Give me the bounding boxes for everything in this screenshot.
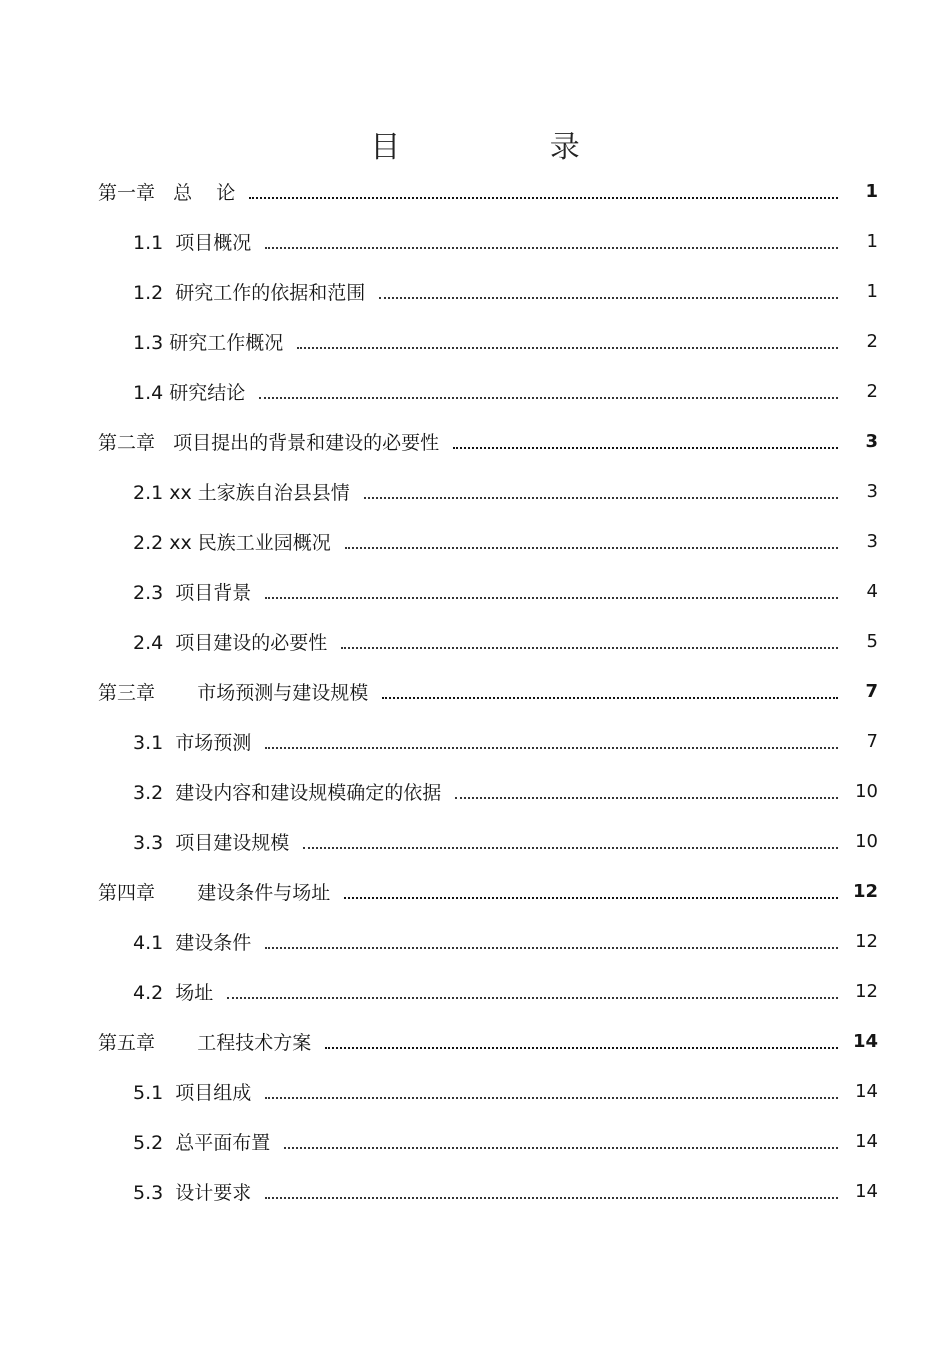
toc-page-number: 12 — [852, 880, 878, 902]
toc-entry-label: 3.3 项目建设规模 — [133, 831, 290, 854]
toc-entry-label: 1.3 研究工作概况 — [133, 331, 284, 354]
dot-leader — [265, 733, 838, 749]
toc-entry-label: 第二章 项目提出的背景和建设的必要性 — [98, 431, 440, 454]
dot-leader — [325, 1033, 838, 1049]
toc-chapter-entry[interactable] — [98, 166, 878, 216]
toc-page-number: 3 — [865, 430, 878, 452]
toc-entry-label: 第四章 建设条件与场址 — [98, 881, 331, 904]
toc-entry-label: 4.2 场址 — [133, 981, 214, 1004]
toc-entry-label: 5.3 设计要求 — [133, 1181, 252, 1204]
dot-leader — [379, 283, 838, 299]
dot-leader — [265, 583, 838, 599]
dot-leader — [345, 533, 838, 549]
dot-leader — [364, 483, 838, 499]
dot-leader — [344, 883, 838, 899]
toc-page-number: 1 — [866, 280, 878, 302]
toc-entry-label: 5.2 总平面布置 — [133, 1131, 271, 1154]
toc-entry-label: 4.1 建设条件 — [133, 931, 252, 954]
toc-section-entry[interactable] — [133, 1166, 878, 1216]
toc-section-entry[interactable] — [133, 216, 878, 266]
toc-entry-label: 3.1 市场预测 — [133, 731, 252, 754]
dot-leader — [341, 633, 838, 649]
toc-page-number: 14 — [852, 1030, 878, 1052]
toc-page-number: 1 — [865, 180, 878, 202]
dot-leader — [455, 783, 838, 799]
toc-page-number: 1 — [866, 230, 878, 252]
toc-page-number: 10 — [855, 780, 878, 802]
toc-section-entry[interactable] — [133, 366, 878, 416]
toc-entry-label: 2.4 项目建设的必要性 — [133, 631, 328, 654]
toc-page-number: 4 — [866, 580, 878, 602]
toc-page-number: 7 — [866, 730, 878, 752]
toc-entry-label: 5.1 项目组成 — [133, 1081, 252, 1104]
toc-page-number: 14 — [855, 1130, 878, 1152]
toc-page-number: 10 — [855, 830, 878, 852]
toc-title: 目 录 — [370, 130, 650, 165]
toc-entry-label: 1.2 研究工作的依据和范围 — [133, 281, 366, 304]
toc-section-entry[interactable] — [133, 1116, 878, 1166]
toc-page-number: 12 — [855, 980, 878, 1002]
toc-section-entry[interactable] — [133, 816, 878, 866]
dot-leader — [265, 1183, 838, 1199]
toc-chapter-entry[interactable] — [98, 1016, 878, 1066]
toc-section-entry[interactable] — [133, 766, 878, 816]
toc-page-number: 14 — [855, 1080, 878, 1102]
toc-chapter-entry[interactable] — [98, 416, 878, 466]
toc-entry-label: 1.1 项目概况 — [133, 231, 252, 254]
toc-chapter-entry[interactable] — [98, 866, 878, 916]
toc-entry-label: 2.2 xx 民族工业园概况 — [133, 531, 331, 554]
toc-page-number: 2 — [866, 330, 878, 352]
toc-entry-label: 3.2 建设内容和建设规模确定的依据 — [133, 781, 442, 804]
dot-leader — [249, 183, 838, 199]
toc-entry-label: 2.3 项目背景 — [133, 581, 252, 604]
toc-section-entry[interactable] — [133, 316, 878, 366]
toc-page-number: 3 — [866, 530, 878, 552]
toc-section-entry[interactable] — [133, 716, 878, 766]
dot-leader — [227, 983, 838, 999]
dot-leader — [265, 233, 838, 249]
toc-entry-label: 第三章 市场预测与建设规模 — [98, 681, 369, 704]
toc-entry-label: 1.4 研究结论 — [133, 381, 246, 404]
toc-page-number: 5 — [866, 630, 878, 652]
toc-section-entry[interactable] — [133, 466, 878, 516]
toc-chapter-entry[interactable] — [98, 666, 878, 716]
toc-entry-label: 第一章 总 论 — [98, 181, 236, 204]
dot-leader — [303, 833, 838, 849]
toc-section-entry[interactable] — [133, 516, 878, 566]
toc-page-number: 14 — [855, 1180, 878, 1202]
toc-page-number: 12 — [855, 930, 878, 952]
dot-leader — [284, 1133, 838, 1149]
dot-leader — [382, 683, 838, 699]
toc-entry-label: 2.1 xx 土家族自治县县情 — [133, 481, 350, 504]
dot-leader — [265, 933, 838, 949]
toc-section-entry[interactable] — [133, 616, 878, 666]
toc-section-entry[interactable] — [133, 1066, 878, 1116]
toc-section-entry[interactable] — [133, 566, 878, 616]
toc-page-number: 7 — [865, 680, 878, 702]
toc-section-entry[interactable] — [133, 966, 878, 1016]
toc-section-entry[interactable] — [133, 266, 878, 316]
toc-entry-label: 第五章 工程技术方案 — [98, 1031, 312, 1054]
dot-leader — [259, 383, 838, 399]
dot-leader — [297, 333, 838, 349]
toc-page-number: 3 — [866, 480, 878, 502]
dot-leader — [453, 433, 838, 449]
toc-section-entry[interactable] — [133, 916, 878, 966]
toc-page-number: 2 — [866, 380, 878, 402]
dot-leader — [265, 1083, 838, 1099]
